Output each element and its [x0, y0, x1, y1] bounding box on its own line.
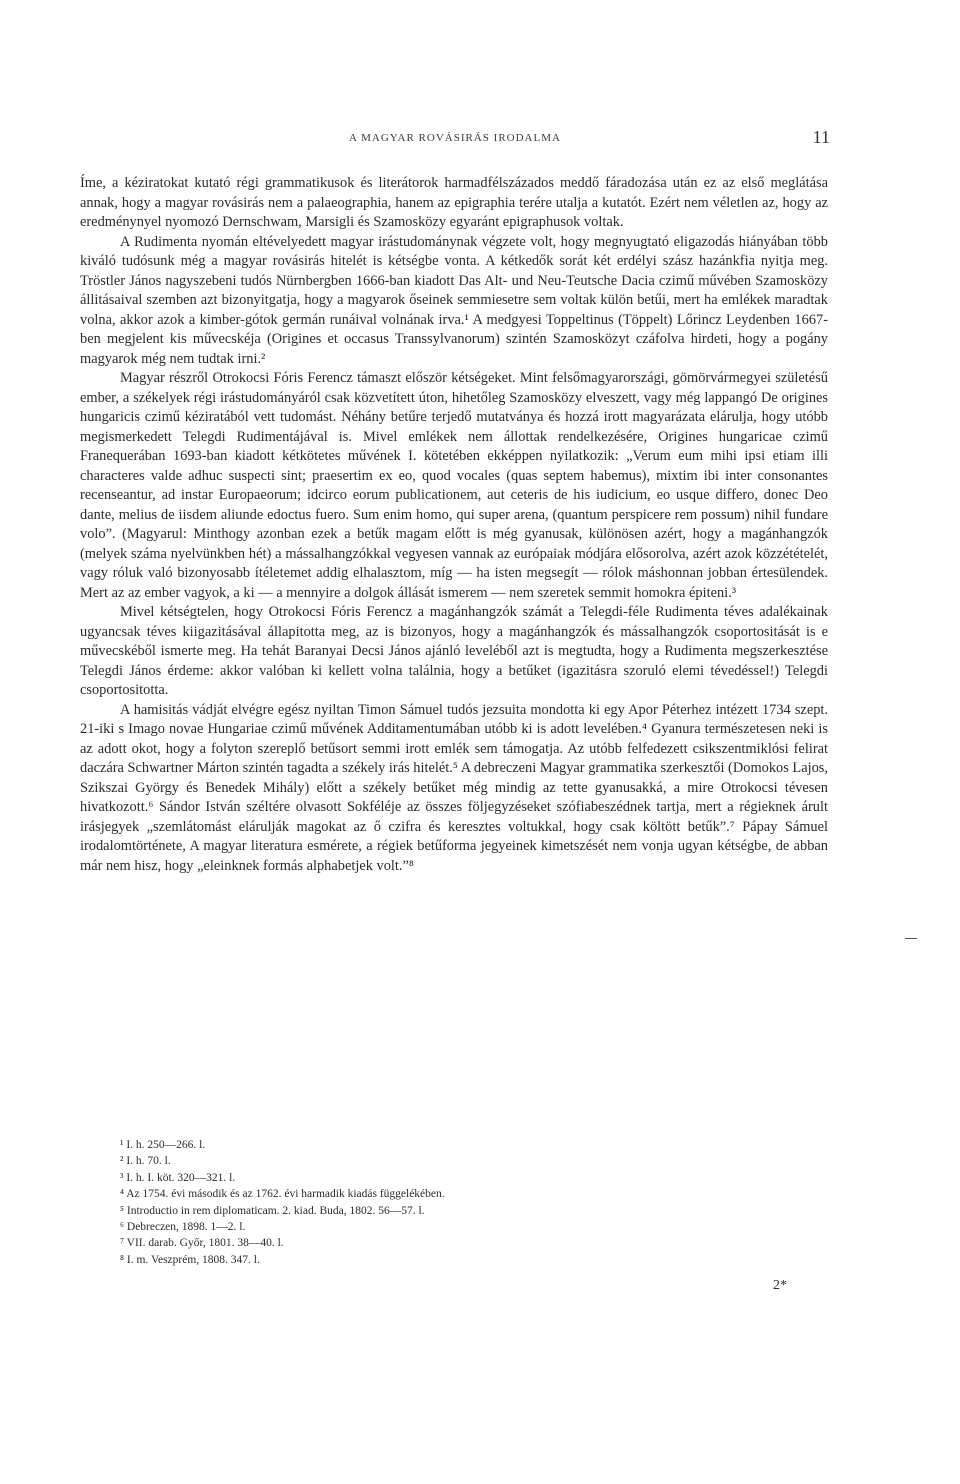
- paragraph-4: Mivel kétségtelen, hogy Otrokocsi Fóris Ferencz a magánhangzók számát a Telegdi-féle Rudimenta téves adalékainak ugyancsak téves kiigazitásával állapitotta meg, az is bizonyos, hogy a magánhangzók és mássalhangzók csoportositását is e művecskéből ismerte meg. Ha tehát Baranyai Decsi János ajánló leveléből azt is megtudta, hogy a Rudimenta megszerkesztése Telegdi János érdeme: akkor valóban ki kellett volna találnia, hogy a betűket (igazitásra szoruló elemi tévedéssel!) Telegdi csoportositotta.: [80, 604, 828, 698]
- footnote-6: ⁶ Debreczen, 1898. 1—2. l.: [120, 1221, 246, 1234]
- paragraph-3: Magyar részről Otrokocsi Fóris Ferencz támaszt először kétségeket. Mint felsőmagyarországi, gömörvármegyei születésű ember, a székelyek régi irástudományáról csak közvetített úton, hihetőleg Szamosközy elveszett, vagy még lappangó De origines hungaricis czimű kéziratából vett tudomást. Néhány betűre terjedő mutatványa és hozzá irott magyarázata elárulja, hogy utóbb megismerkedett Telegdi Rudimentájával is. Mivel emlékek nem állottak rendelkezésére, Origines hungaricae czimű Franequerában 1693-ban kiadott kétkötetes művének I. kötetében ekképpen nyilatkozik: „Verum eum mihi ipsi etiam illi characteres valde adhuc suspecti sint; praesertim ex eo, quod vocales (quas septem habemus), mixtim ibi inter consonantes recenseantur, ad instar Europaeorum; idcirco eorum publicationem, aut ceteris de his iudicium, eo usque differo, donec Deo dante, melius de iisdem aliunde edoctus fuero. Sum enim homo, qui super arena, (quantum perspicere rem possum) nihil fundare volo”. (Magyarul: Minthogy azonban ezek a betűk magam előtt is még gyanusak, különösen azért, hogy a magánhangzók (melyek száma nyelvünkben hét) a mássalhangzókkal vegyesen vannak az európaiak módjára elősorolva, azért azok közzétételét, vagy róluk való bizonyosabb ítéletemet addig elhalasztom, míg — ha isten megsegít — rólok máshonnan jobban értesülendek. Mert az az ember vagyok, a ki — a mennyire a dolgok állását ismerem — nem szeretek semmit homokra épiteni.³: [80, 370, 828, 601]
- footnote-1: ¹ I. h. 250—266. l.: [120, 1139, 206, 1151]
- page-header: [80, 127, 830, 154]
- footnote-2: ² I. h. 70. l.: [120, 1155, 171, 1168]
- paragraph-5: A hamisitás vádját elvégre egész nyiltan Timon Sámuel tudós jezsuita mondotta ki egy Apor Péterhez intézett 1734 szept. 21-iki s Imago novae Hungariae czimű művének Additamentumában utóbb ki is adott levelében.⁴ Gyanura természetesen neki is az adott okot, hogy a folyton szereplő betűsort semmi irott emlék sem támogatja. Az utóbb felfedezett csikszentmiklósi felirat daczára Schwartner Márton szintén tagadta a székely irás hitelét.⁵ A debreczeni Magyar grammatika szerkesztői (Domokos Lajos, Szikszai György és Benedek Mihály) előtt a székely betűket még mindig az tette gyanusakká, a mire Otrokocsi tévesen hivatkozott.⁶ Sándor István széltére olvasott Sokféléje az összes följegyzéseket szófiabeszédnek tartja, mert a régieknek árult irásjegyek „szemlátomást elárulják magokat az ő czifra és keresztes voltukkal, hogy csak költött betűk”.⁷ Pápay Sámuel irodalomtörténete, A magyar literatura esmérete, a régiek betűforma jegyeinek kimetszését nem vonja ugyan kétségbe, de abban már nem hisz, hogy „eleinknek formás alphabetjek volt.”⁸: [80, 701, 828, 874]
- footnotes: [120, 1137, 720, 1268]
- running-head: A MAGYAR ROVÁSIRÁS IRODALMA: [349, 132, 561, 144]
- paragraph-1: Íme, a kéziratokat kutató régi grammatikusok és literátorok harmadfélszázados meddő fáradozása után ez az első meglátása annak, hogy a magyar rovásirás nem a palaeographia, hanem az epigraphia terére utalja a kutatót. Ezért nem véletlen az, hogy az eredménynyel nyomozó Dernschwam, Marsigli és Szamosközy egyaránt epigraphusok voltak.: [80, 175, 828, 230]
- footnote-5: ⁵ Introductio in rem diplomaticam. 2. kiad. Buda, 1802. 56—57. l.: [120, 1204, 425, 1217]
- page-number: 11: [812, 127, 830, 147]
- footnote-7: ⁷ VII. darab. Győr, 1801. 38—40. l.: [120, 1237, 284, 1250]
- margin-mark: [905, 938, 917, 939]
- footnote-8: ⁸ I. m. Veszprém, 1808. 347. l.: [120, 1253, 260, 1266]
- paragraph-2: A Rudimenta nyomán eltévelyedett magyar irástudománynak végzete volt, hogy megnyugtató eligazodás hiányában több kiváló tudósunk még a magyar rovásirás hitelét is kétségbe vonta. A kétkedők sorát két erdélyi szász hazánkfia nyitja meg. Tröstler János nagyszebeni tudós Nürnbergben 1666-ban kiadott Das Alt- und Neu-Teutsche Dacia czimű művében Szamosközy állitásaival szemben azt bizonyitgatja, hogy a magyarok őseinek semmiesetre sem voltak külön betűi, mert ha emlékek maradtak volna, akkor azok a kimber-gótok germán runáival volnának irva.¹ A medgyesi Toppeltinus (Töppelt) Lőrincz Leydenben 1667-ben megjelent kis művecskéja (Origines et occasus Transsylvanorum) szintén Szamosközyt czáfolva hirdeti, hogy a pogány magyarok még nem tudtak irni.²: [80, 233, 828, 367]
- signature-mark: 2*: [773, 1278, 787, 1293]
- body-text: [80, 174, 828, 876]
- footnote-4: ⁴ Az 1754. évi második és az 1762. évi harmadik kiadás függelékében.: [120, 1188, 445, 1201]
- footnote-3: ³ I. h. I. köt. 320—321. l.: [120, 1171, 236, 1184]
